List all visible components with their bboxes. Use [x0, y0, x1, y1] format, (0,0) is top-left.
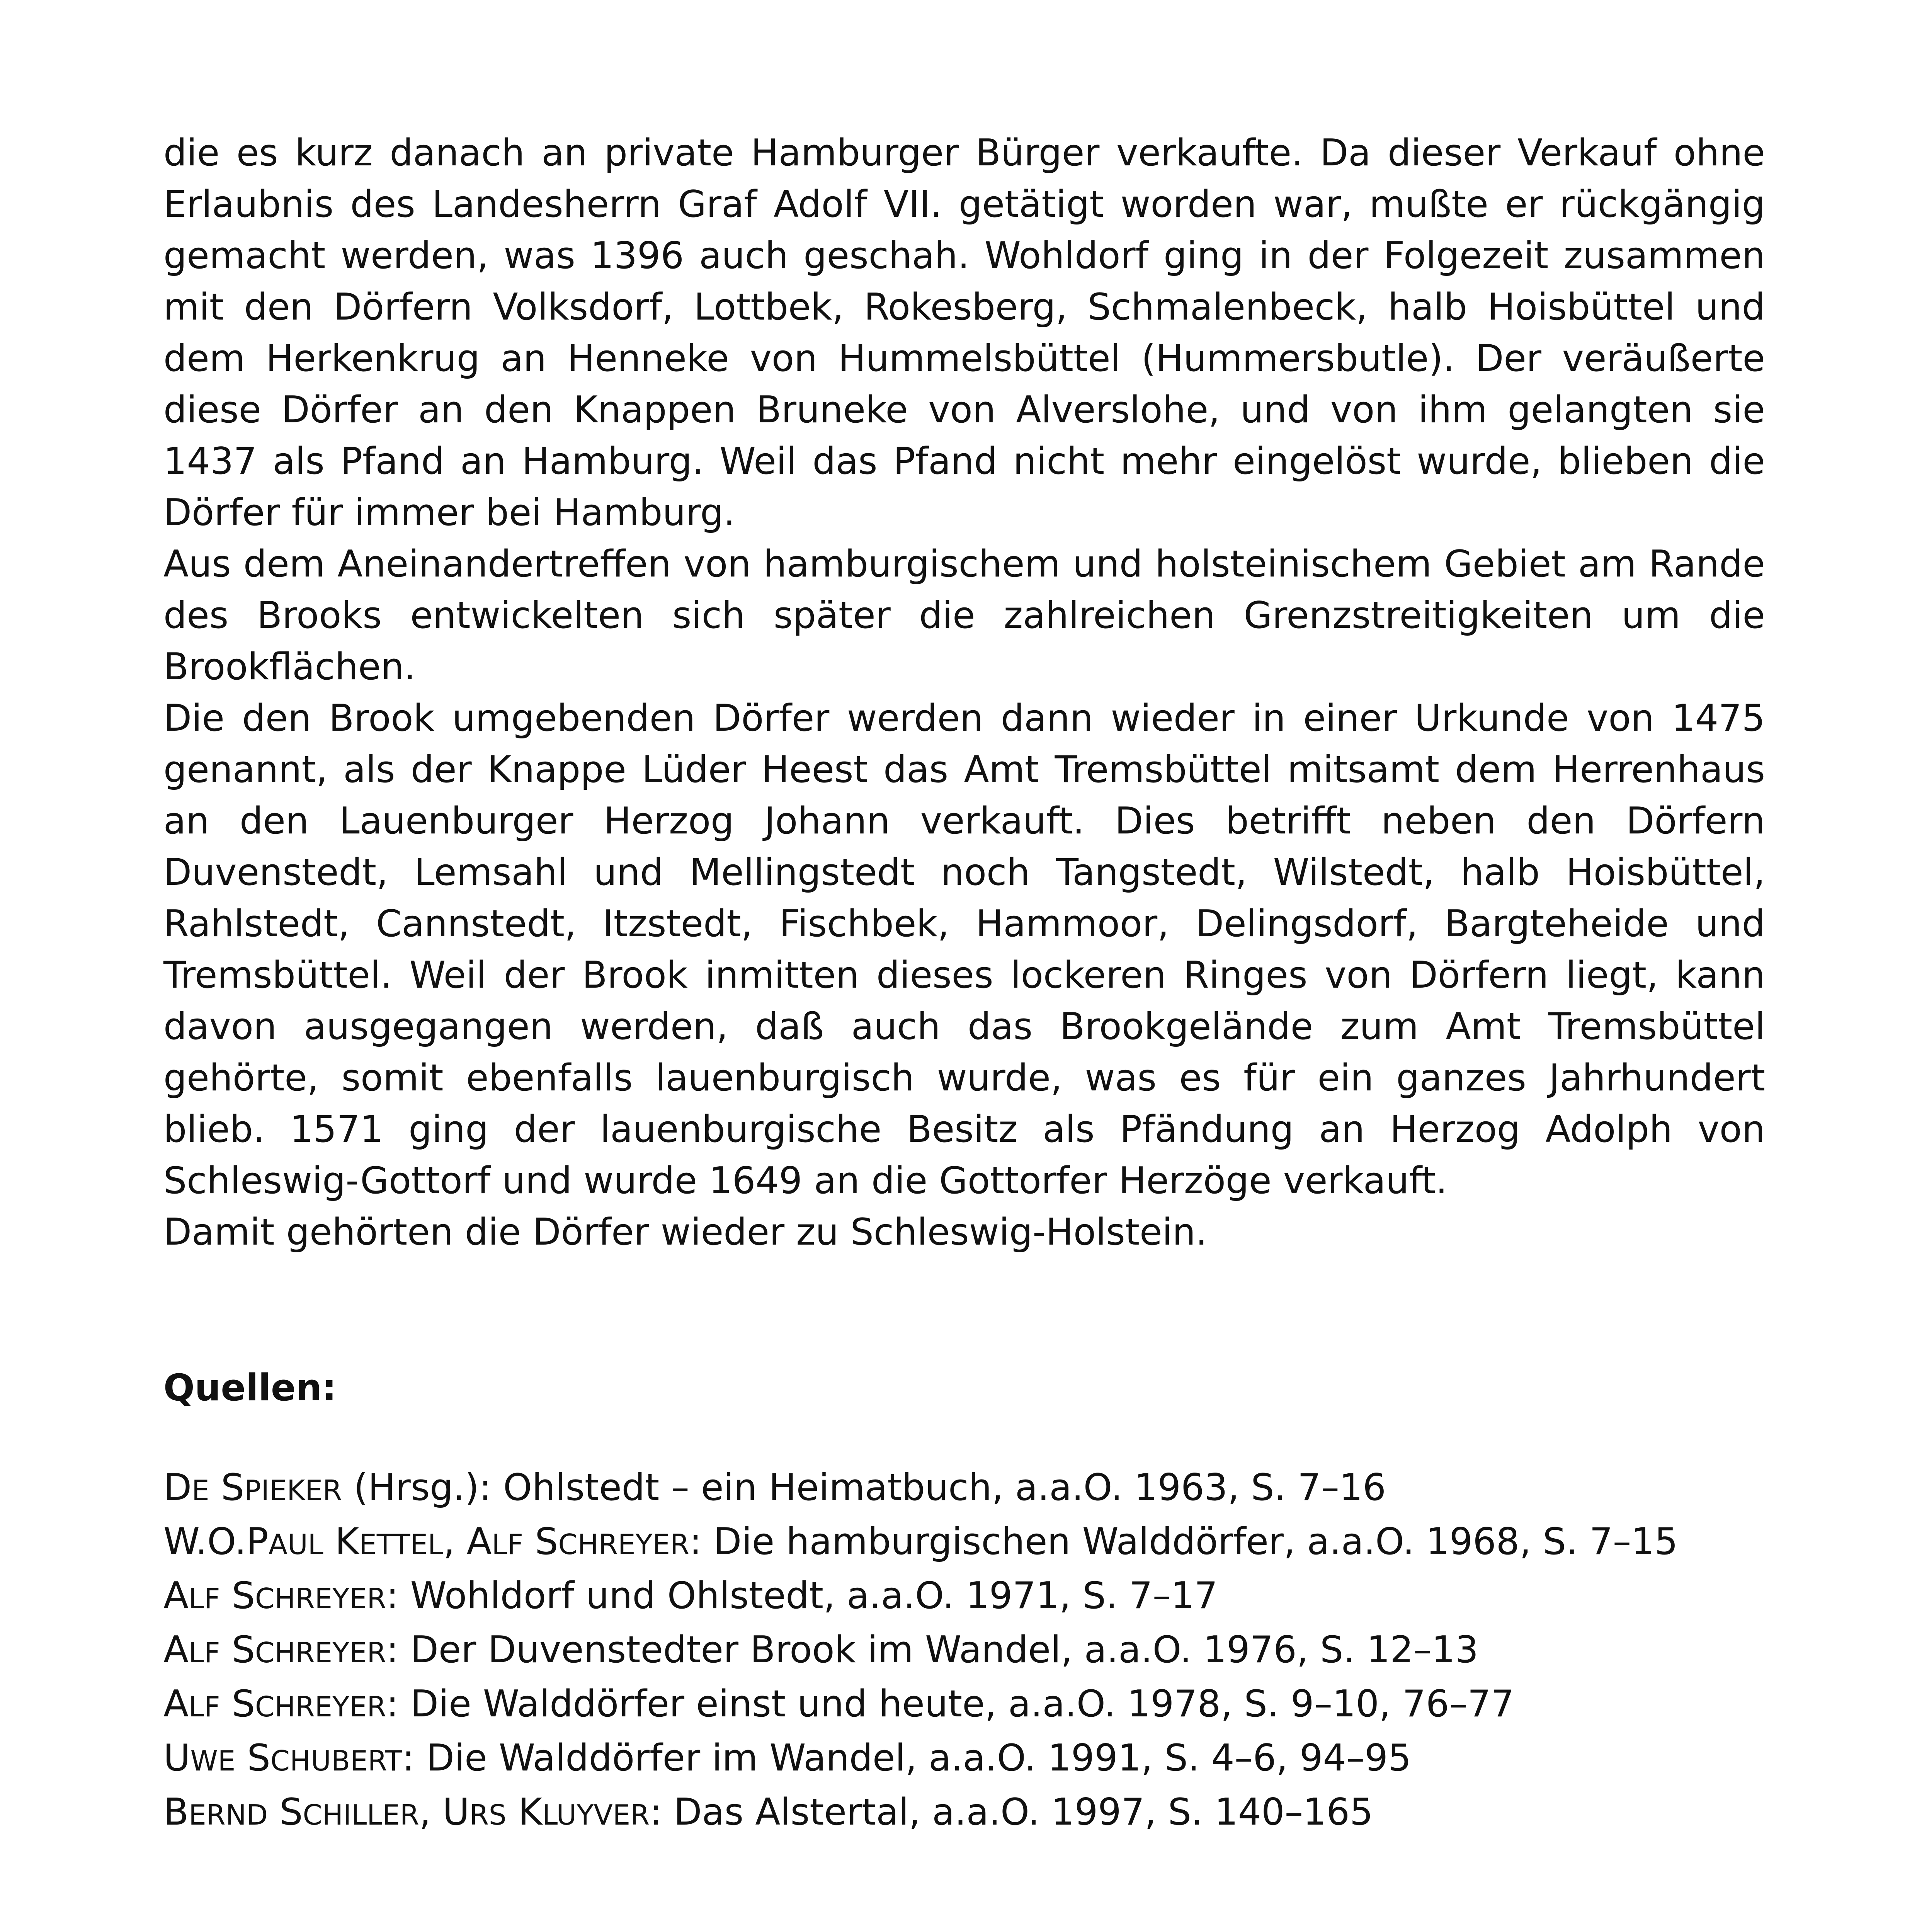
intro-paragraph-2: Aus dem Aneinandertreffen von hamburgischem und holsteinischem Gebiet am Rande des Brooks entwickelten sich später die zahlreichen Grenzstreitigkeiten um die Brookflächen.	[163, 543, 1765, 688]
source-reference: : Das Alstertal, a.a.O. 1997, S. 140–165	[650, 1791, 1373, 1833]
source-author: ALF SCHREYER	[163, 1575, 386, 1617]
page-body	[163, 128, 1765, 1932]
sources-list	[163, 1462, 1765, 1841]
source-author: UWE SCHUBERT	[163, 1737, 402, 1779]
source-coauthor: URS KLUYVER	[442, 1791, 650, 1833]
source-item	[163, 1679, 1765, 1733]
source-author: W.O.PAUL KETTEL	[163, 1520, 444, 1563]
source-item	[163, 1570, 1765, 1624]
intro-paragraph-1: die es kurz danach an private Hamburger Bürger verkaufte. Da dieser Verkauf ohne Erlaubnis des Landesherrn Graf Adolf VII. getätigt worden war, mußte er rückgängig gemacht werden, was 1396 auch geschah. Wohldorf ging in der Folgezeit zusammen mit den Dörfern Volksdorf, Lottbek, Rokesberg, Schmalenbeck, halb Hoisbüttel und dem Herkenkrug an Henneke von Hummelsbüttel (Hummersbutle). Der veräußerte diese Dörfer an den Knappen Bruneke von Alverslohe, und von ihm gelangten sie 1437 als Pfand an Hamburg. Weil das Pfand nicht mehr eingelöst wurde, blieben die Dörfer für immer bei Hamburg.	[163, 132, 1765, 534]
intro-paragraph-4: Damit gehörten die Dörfer wieder zu Schleswig-Holstein.	[163, 1211, 1208, 1253]
source-author: ALF SCHREYER	[163, 1683, 386, 1725]
source-reference: : Die hamburgischen Walddörfer, a.a.O. 1968, S. 7–15	[689, 1520, 1678, 1563]
source-author: BERND SCHILLER	[163, 1791, 419, 1833]
source-item	[163, 1462, 1765, 1516]
source-item	[163, 1624, 1765, 1679]
source-item	[163, 1733, 1765, 1787]
source-reference: : Die Walddörfer einst und heute, a.a.O. 1978, S. 9–10, 76–77	[386, 1683, 1514, 1725]
source-reference: : Wohldorf und Ohlstedt, a.a.O. 1971, S. 7–17	[386, 1575, 1218, 1617]
source-author-separator: ,	[443, 1520, 467, 1563]
source-reference: (Hrsg.): Ohlstedt – ein Heimatbuch, a.a.O. 1963, S. 7–16	[342, 1466, 1386, 1509]
source-reference: : Die Walddörfer im Wandel, a.a.O. 1991, S. 4–6, 94–95	[402, 1737, 1412, 1779]
intro-paragraph-3: Die den Brook umgebenden Dörfer werden dann wieder in einer Urkunde von 1475 genannt, als der Knappe Lüder Heest das Amt Tremsbüttel mitsamt dem Herrenhaus an den Lauenburger Herzog Johann verkauft. Dies betrifft neben den Dörfern Duvenstedt, Lemsahl und Mellingstedt noch Tangstedt, Wilstedt, halb Hoisbüttel, Rahlstedt, Cannstedt, Itzstedt, Fischbek, Hammoor, Delingsdorf, Bargteheide und Tremsbüttel. Weil der Brook inmitten dieses lockeren Ringes von Dörfern liegt, kann davon ausgegangen werden, daß auch das Brookgelände zum Amt Tremsbüttel gehörte, somit ebenfalls lauenburgisch wurde, was es für ein ganzes Jahrhundert blieb. 1571 ging der lauenburgische Besitz als Pfändung an Herzog Adolph von Schleswig-Gottorf und wurde 1649 an die Gottorfer Herzöge verkauft.	[163, 697, 1765, 1202]
sources-title: Quellen:	[163, 1367, 337, 1409]
source-item	[163, 1516, 1765, 1570]
source-author-separator: ,	[419, 1791, 443, 1833]
source-author: DE SPIEKER	[163, 1466, 342, 1509]
source-item	[163, 1787, 1765, 1841]
source-author: ALF SCHREYER	[163, 1629, 386, 1671]
source-reference: : Der Duvenstedter Brook im Wandel, a.a.O. 1976, S. 12–13	[386, 1629, 1479, 1671]
intro-text	[163, 128, 1765, 1258]
source-coauthor: ALF SCHREYER	[466, 1520, 689, 1563]
